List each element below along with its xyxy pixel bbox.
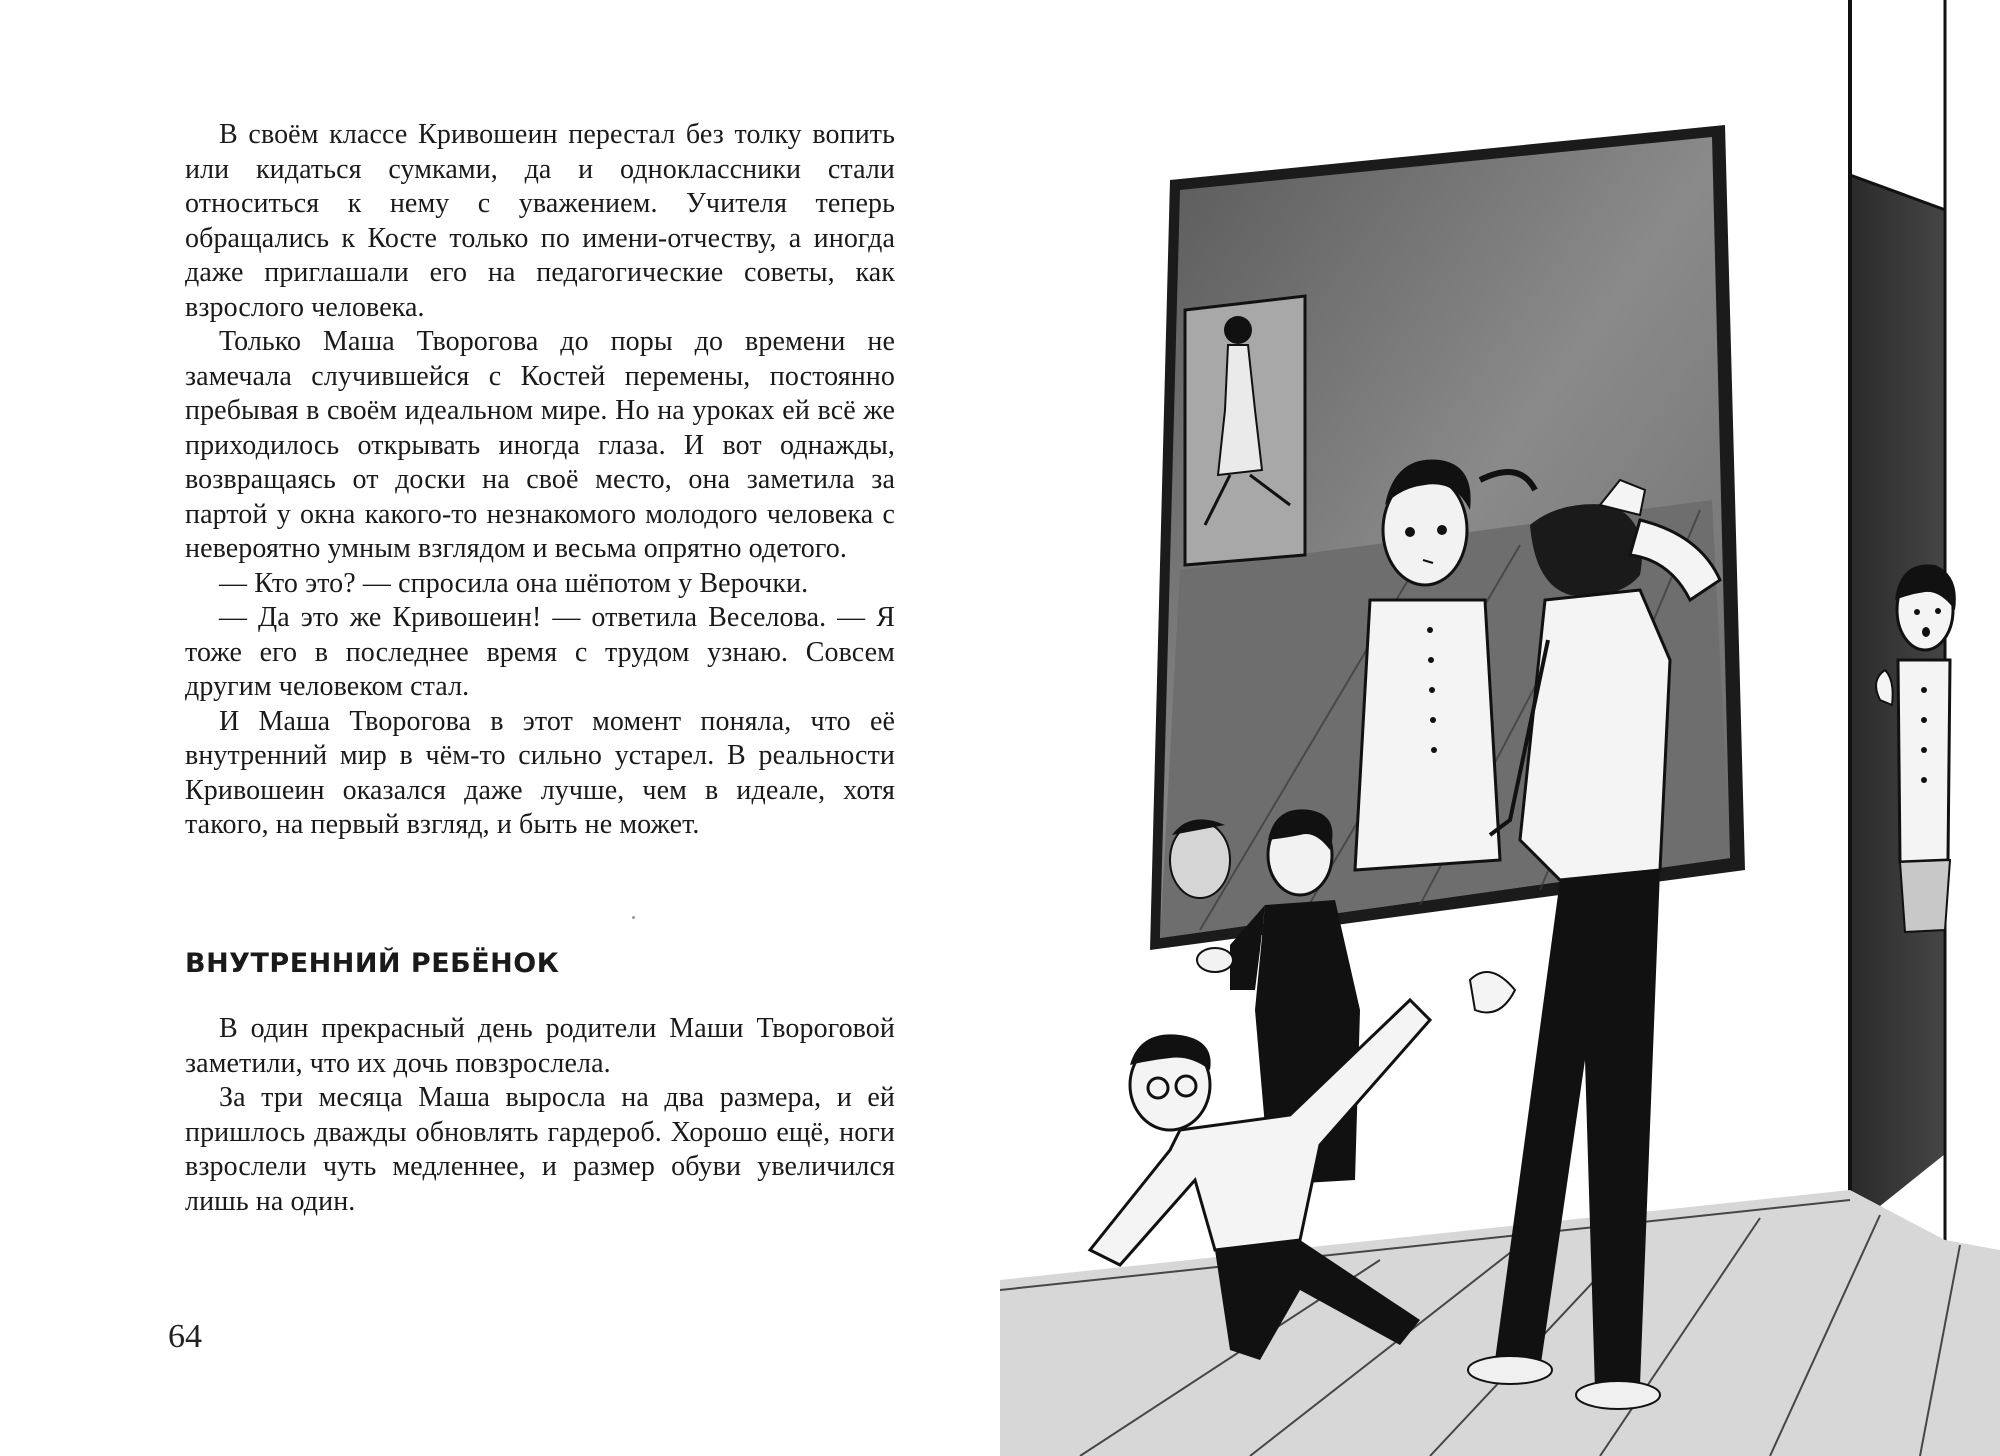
paragraph-6: В один прекрасный день родители Маши Твороговой заметили, что их дочь повзрослела. [185,1013,895,1079]
section-heading: ВНУТРЕННИЙ РЕБЁНОК [185,948,560,979]
paragraph-4: — Да это же Кривошеин! — ответила Веселова. — Я тоже его в последнее время с трудом узнаю. Совсем другим человеком стал. [185,602,895,702]
paragraph-3: — Кто это? — спросила она шёпотом у Верочки. [219,567,809,599]
stray-dot [632,916,635,919]
paragraph-2: Только Маша Творогова до поры до времени не замечала случившейся с Костей перемены, постоянно пребывая в своём идеальном мире. Но на уроках ей всё же приходилось открывать иногда глаза. И вот однажды, возвращаясь от доски на своё место, она заметила за партой у окна какого-то незнакомого молодого человека с невероятно умным взглядом и весьма опрятно одетого. [185,326,895,564]
text-column-top [185,118,895,843]
paragraph-1: В своём классе Кривошеин перестал без толку вопить или кидаться сумками, да и одноклассники стали относиться к нему с уважением. Учителя теперь обращались к Косте только по имени-отчеству, а иногда даже приглашали его на педагогические советы, как взрослого человека. [185,119,895,323]
paragraph-7: За три месяца Маша выросла на два размера, и ей пришлось дважды обновлять гардероб. Хорошо ещё, ноги взрослели чуть медленнее, и размер обуви увеличился лишь на один. [185,1082,895,1217]
paragraph-5: И Маша Творогова в этот момент поняла, что её внутренний мир в чём-то сильно устарел. В реальности Кривошеин оказался даже лучше, чем в идеале, хотя такого, на первый взгляд, и быть не может. [185,705,895,840]
illustration-page [1000,0,2000,1456]
illustration-mirror-scene-icon [1000,0,2000,1456]
page-number: 64 [168,1318,202,1355]
text-column-bottom [185,1012,895,1219]
